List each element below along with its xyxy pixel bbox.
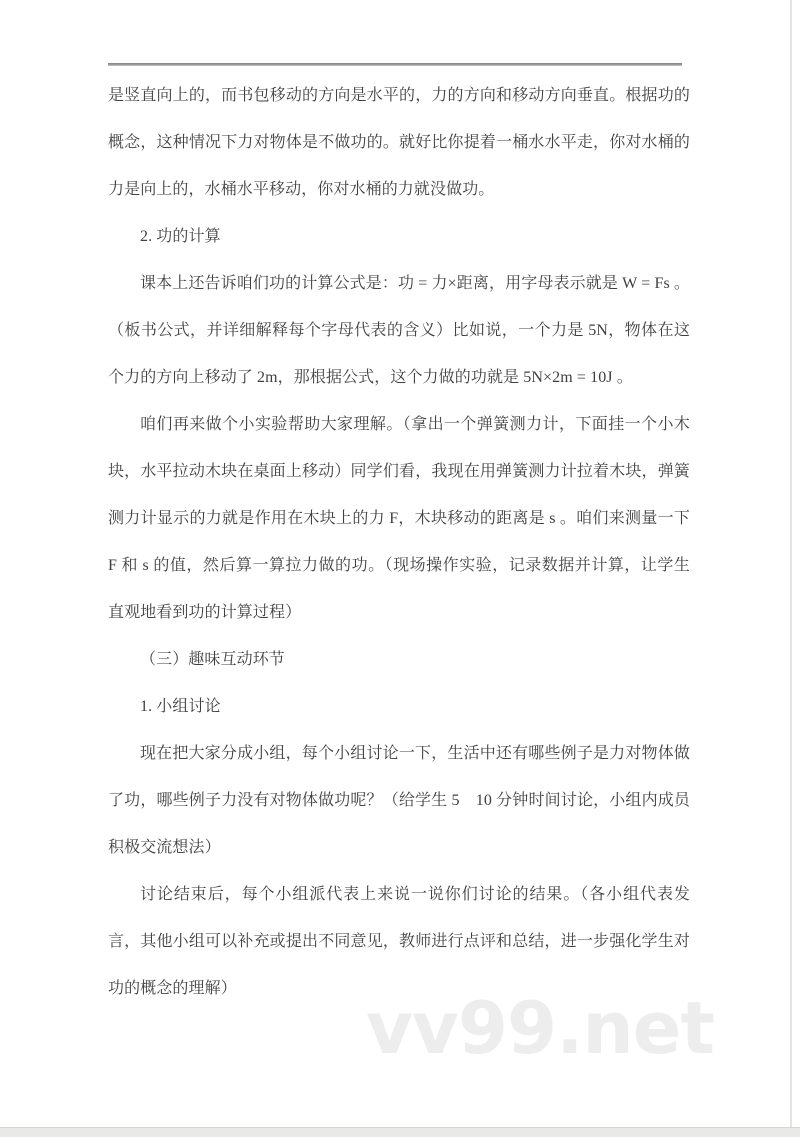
section-separator-line (108, 63, 682, 66)
page-bottom-gutter (0, 1127, 800, 1137)
section-heading: 1. 小组讨论 (140, 698, 221, 715)
paragraph: 课本上还告诉咱们功的计算公式是：功 = 力×距离，用字母表示就是 W = Fs 。（板书公式，并详细解释每个字母代表的含义）比如说，一个力是 5N，物体在这个力的方向上移动了 2m，那根据公式，这个力做的功就是 5N×2m = 10J 。 (108, 275, 690, 386)
section-heading: 2. 功的计算 (140, 228, 221, 245)
section-heading: （三）趣味互动环节 (140, 651, 285, 668)
watermark: vv99.net (366, 986, 714, 1070)
page-edge-line (790, 0, 792, 1127)
document-body (108, 72, 690, 1012)
paragraph: 是竖直向上的，而书包移动的方向是水平的，力的方向和移动方向垂直。根据功的概念，这种情况下力对物体是不做功的。就好比你提着一桶水水平走，你对水桶的力是向上的，水桶水平移动，你对水桶的力就没做功。 (108, 87, 690, 198)
paragraph: 现在把大家分成小组，每个小组讨论一下，生活中还有哪些例子是力对物体做了功，哪些例子力没有对物体做功呢？（给学生 5 10 分钟时间讨论，小组内成员积极交流想法） (108, 745, 690, 856)
paragraph: 咱们再来做个小实验帮助大家理解。（拿出一个弹簧测力计，下面挂一个小木块，水平拉动木块在桌面上移动）同学们看，我现在用弹簧测力计拉着木块，弹簧测力计显示的力就是作用在木块上的力 F，木块移动的距离是 s 。咱们来测量一下 F 和 s 的值，然后算一算拉力做的功。（现场操作实验，记录数据并计算，让学生直观地看到功的计算过程） (108, 416, 690, 621)
paragraph: 讨论结束后，每个小组派代表上来说一说你们讨论的结果。（各小组代表发言，其他小组可以补充或提出不同意见，教师进行点评和总结，进一步强化学生对功的概念的理解） (108, 886, 690, 997)
